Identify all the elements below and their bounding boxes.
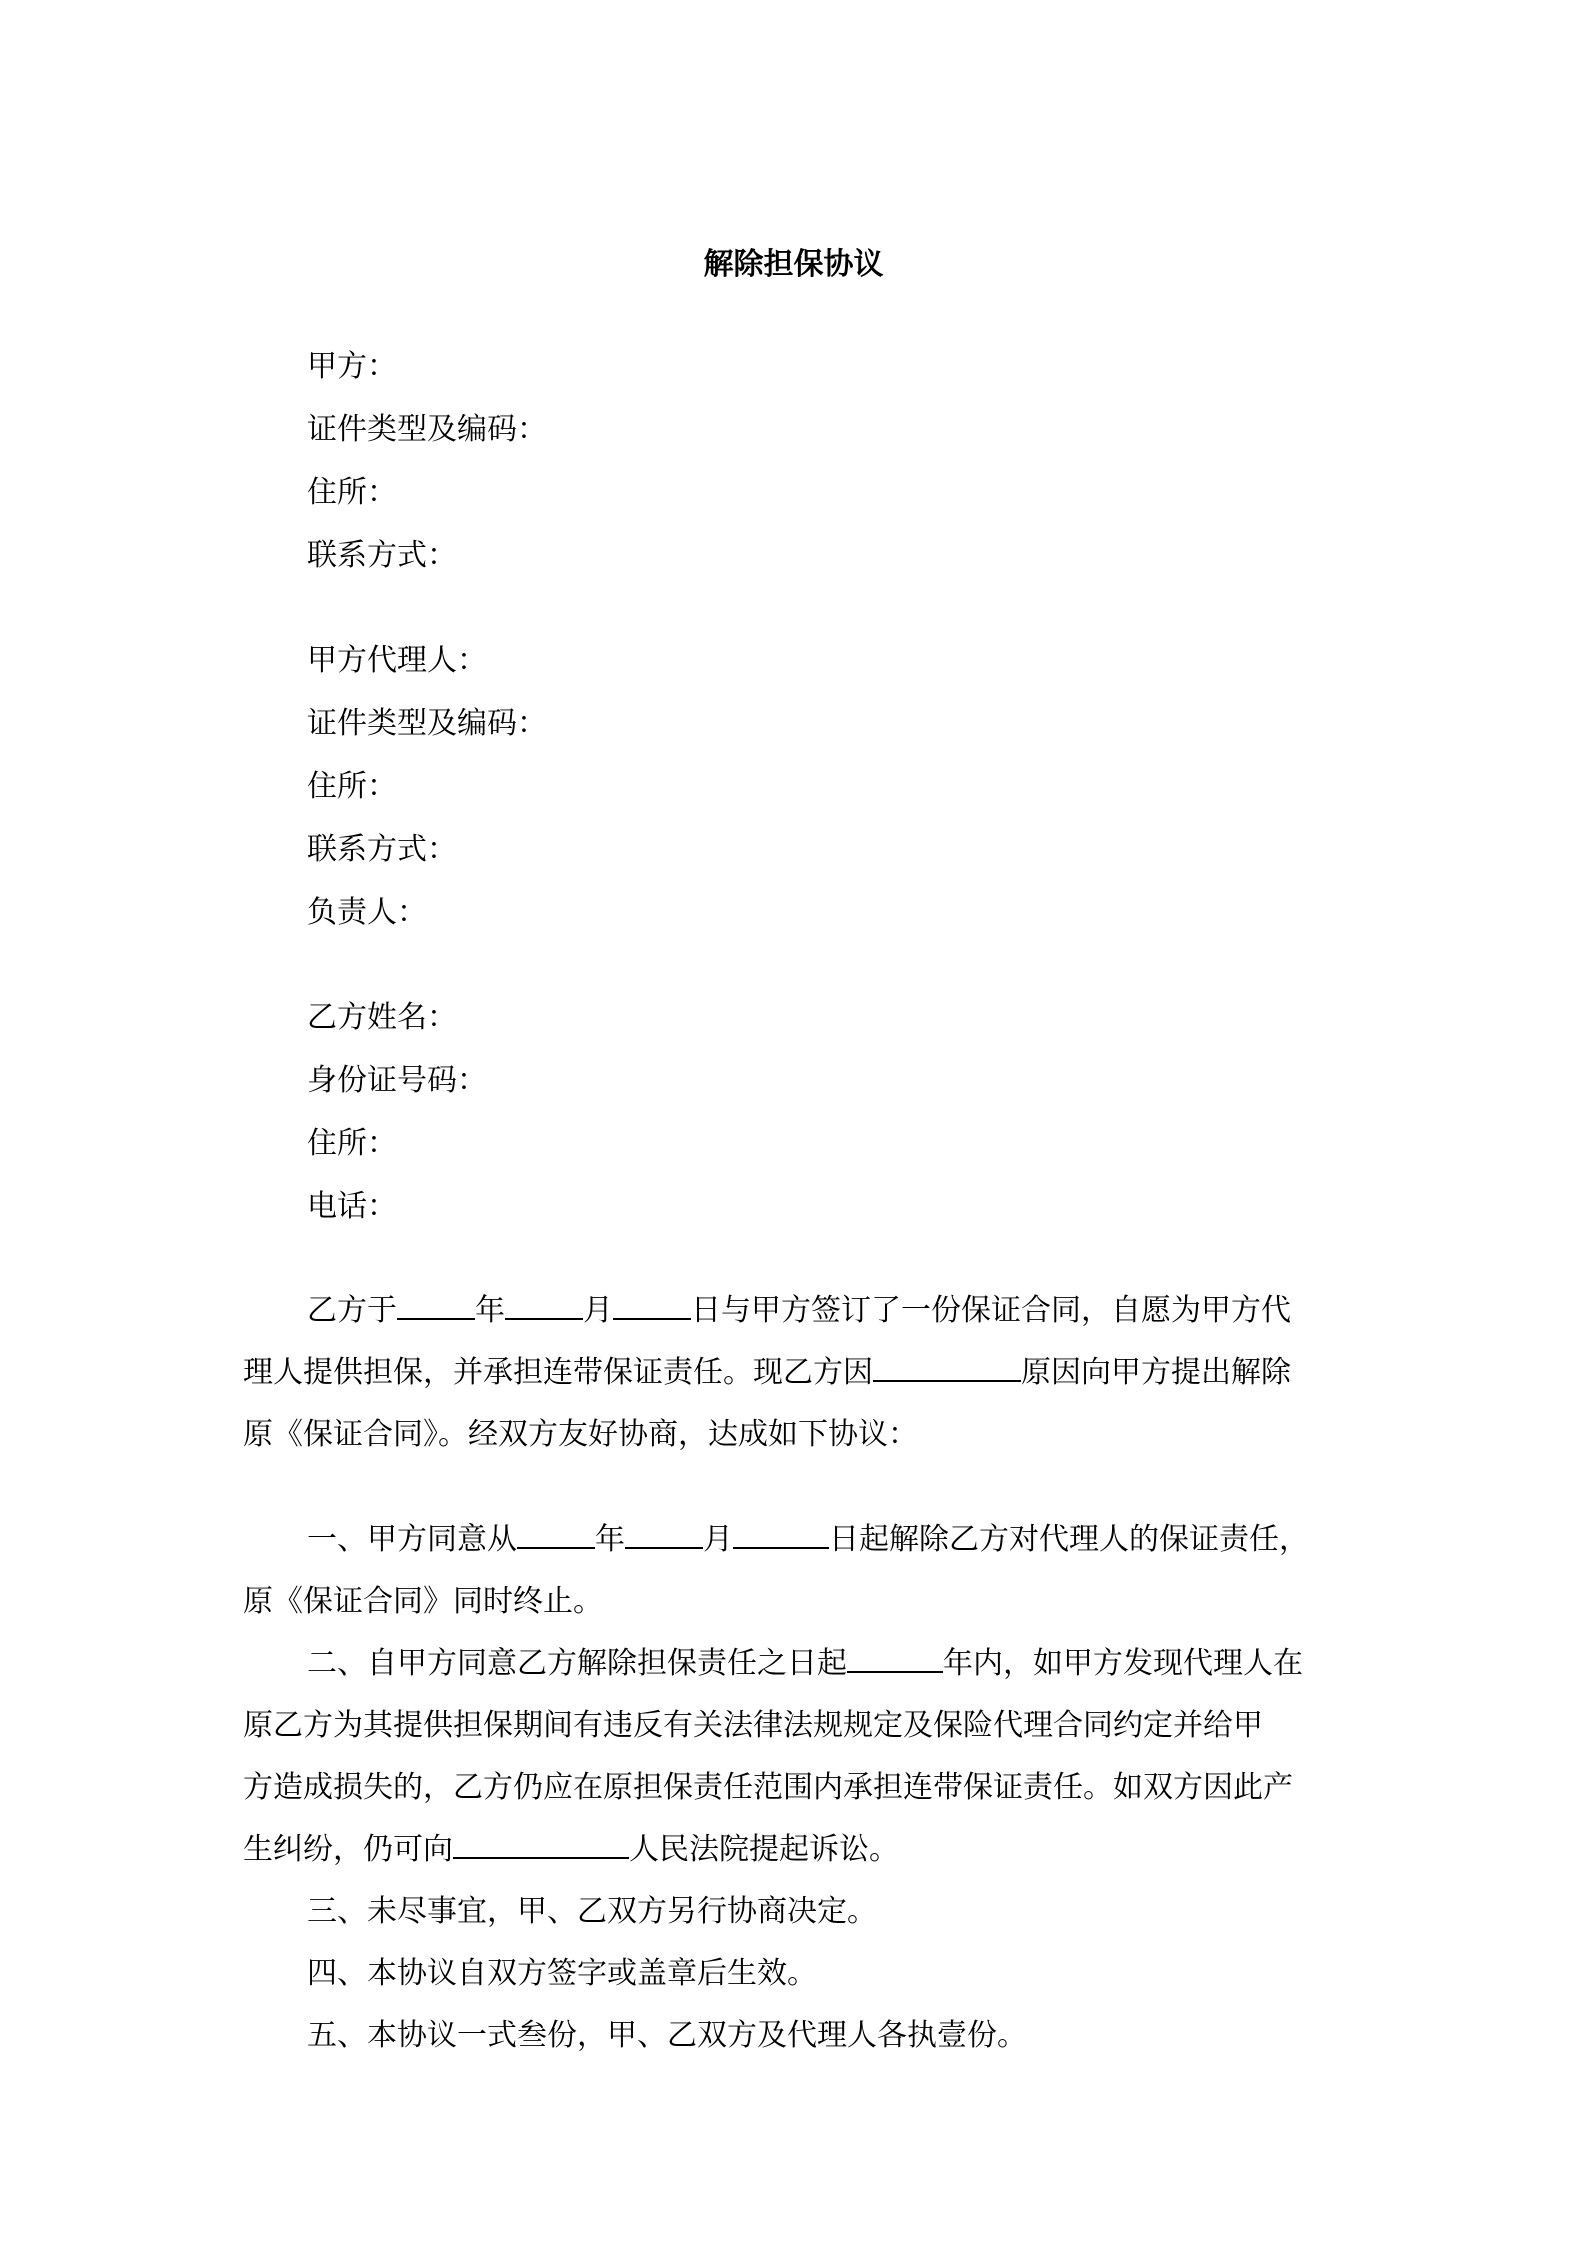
party-b-phone-label: 电话： [307, 1189, 397, 1224]
intro-paragraph [243, 1280, 1353, 1466]
document-title: 解除担保协议 [703, 247, 884, 282]
clause-text: 人民法院提起诉讼。 [629, 1832, 899, 1867]
agent-contact-label: 联系方式： [307, 832, 457, 867]
intro-text: 原《保证合同》。经双方友好协商，达成如下协议： [243, 1417, 918, 1452]
clause-text: 二、自甲方同意乙方解除担保责任之日起 [307, 1646, 847, 1681]
intro-text: 年 [475, 1293, 505, 1328]
reason-blank[interactable] [873, 1346, 1021, 1382]
clause-text: 年内，如甲方发现代理人在 [943, 1646, 1303, 1681]
clause-text: 日起解除乙方对代理人的保证责任， [829, 1522, 1309, 1557]
release-year-blank[interactable] [517, 1513, 595, 1549]
party-a-contact-label: 联系方式： [307, 538, 457, 573]
party-b-id-label: 身份证号码： [307, 1063, 487, 1098]
agent-responsible-label: 负责人： [307, 895, 427, 930]
intro-text: 理人提供担保，并承担连带保证责任。现乙方因 [243, 1355, 873, 1390]
release-day-blank[interactable] [733, 1513, 829, 1549]
clause-text: 月 [703, 1522, 733, 1557]
clause-text: 五、本协议一式叁份，甲、乙双方及代理人各执壹份。 [307, 2018, 1027, 2053]
release-month-blank[interactable] [625, 1513, 703, 1549]
intro-text: 月 [583, 1293, 613, 1328]
clause-text: 原《保证合同》同时终止。 [243, 1584, 603, 1619]
party-b-name-label: 乙方姓名： [307, 1000, 457, 1035]
party-a-id-label: 证件类型及编码： [307, 412, 547, 447]
intro-text: 乙方于 [307, 1293, 397, 1328]
clause-2 [243, 1633, 1353, 1881]
clause-text: 原乙方为其提供担保期间有违反有关法律法规规定及保险代理合同约定并给甲 [243, 1708, 1263, 1743]
signing-day-blank[interactable] [613, 1284, 691, 1320]
clause-text: 年 [595, 1522, 625, 1557]
years-blank[interactable] [847, 1637, 943, 1673]
clause-text: 四、本协议自双方签字或盖章后生效。 [307, 1956, 817, 1991]
agent-name-label: 甲方代理人： [307, 643, 487, 678]
clause-text: 三、未尽事宜，甲、乙双方另行协商决定。 [307, 1894, 877, 1929]
clause-text: 生纠纷，仍可向 [243, 1832, 453, 1867]
intro-text: 日与甲方签订了一份保证合同，自愿为甲方代 [691, 1293, 1291, 1328]
signing-year-blank[interactable] [397, 1284, 475, 1320]
clause-4 [243, 1943, 1353, 2005]
party-a-name-label: 甲方： [307, 349, 397, 384]
clause-text: 方造成损失的，乙方仍应在原担保责任范围内承担连带保证责任。如双方因此产 [243, 1770, 1293, 1805]
clause-3 [243, 1881, 1353, 1943]
party-b-address-label: 住所： [307, 1126, 397, 1161]
signing-month-blank[interactable] [505, 1284, 583, 1320]
agent-id-label: 证件类型及编码： [307, 706, 547, 741]
clause-1 [243, 1509, 1353, 1633]
agent-address-label: 住所： [307, 769, 397, 804]
intro-text: 原因向甲方提出解除 [1021, 1355, 1291, 1390]
clause-text: 一、甲方同意从 [307, 1522, 517, 1557]
clause-5 [243, 2005, 1353, 2067]
court-blank[interactable] [453, 1823, 629, 1859]
party-a-address-label: 住所： [307, 475, 397, 510]
